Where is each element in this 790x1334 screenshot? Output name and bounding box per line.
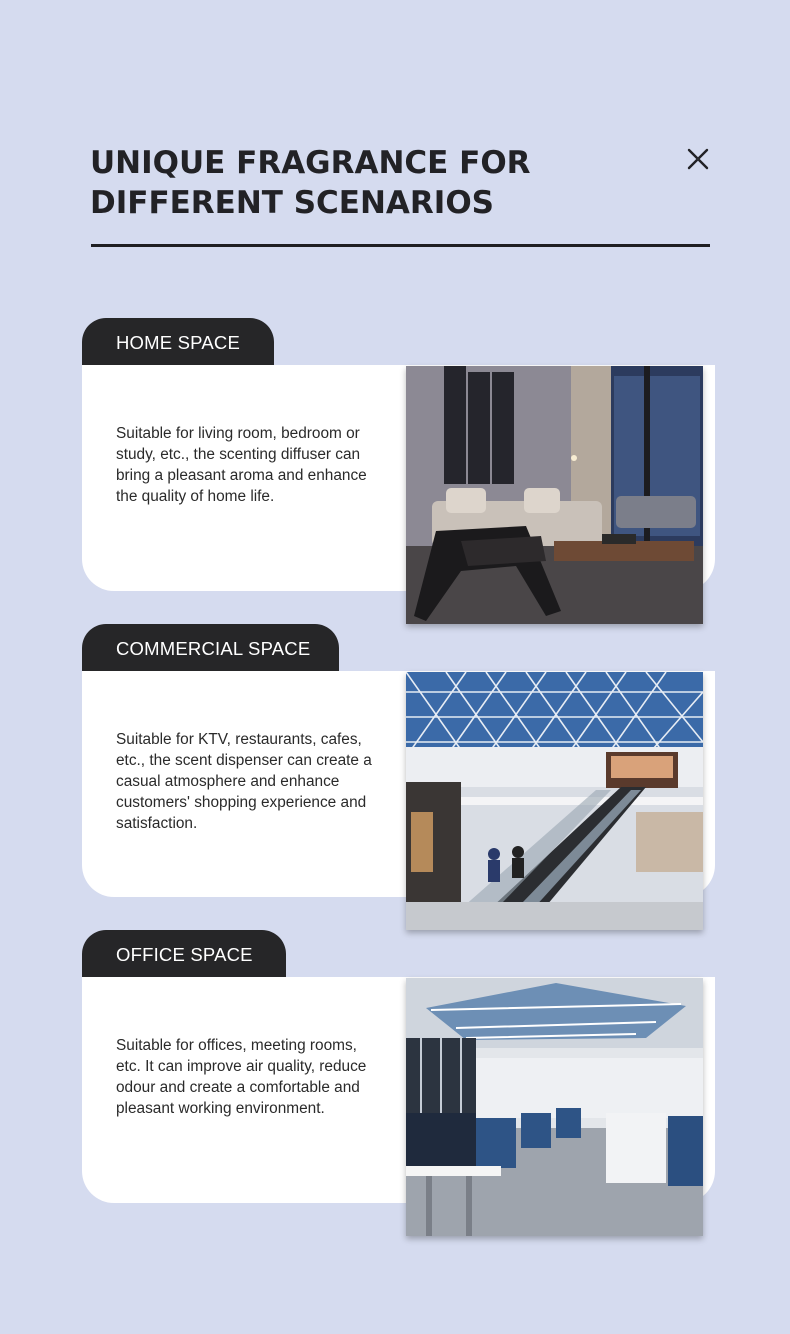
home-space-tab: HOME SPACE — [82, 318, 274, 366]
commercial-space-description: Suitable for KTV, restaurants, cafes, etc., the scent dispenser can create a casual atmosphere and enhance customers' shopping experience and satisfaction. — [116, 731, 372, 832]
title-line-2: DIFFERENT SCENARIOS — [90, 185, 494, 221]
title-divider — [91, 244, 710, 247]
home-space-description: Suitable for living room, bedroom or study, etc., the scenting diffuser can bring a pleasant aroma and enhance the quality of home life. — [116, 425, 367, 505]
x-mark-icon — [686, 147, 710, 171]
office-space-description: Suitable for offices, meeting rooms, etc. It can improve air quality, reduce odour and create a comfortable and pleasant working environment. — [116, 1037, 367, 1117]
office-photo — [406, 978, 703, 1236]
office-space-section — [82, 930, 722, 1250]
shopping-mall-photo — [406, 672, 703, 930]
home-space-section — [82, 318, 722, 638]
page-title — [90, 143, 650, 223]
living-room-photo — [406, 366, 703, 624]
office-space-tab: OFFICE SPACE — [82, 930, 286, 978]
title-line-1: UNIQUE FRAGRANCE FOR — [90, 145, 531, 181]
commercial-space-tab: COMMERCIAL SPACE — [82, 624, 339, 672]
commercial-space-section — [82, 624, 722, 944]
